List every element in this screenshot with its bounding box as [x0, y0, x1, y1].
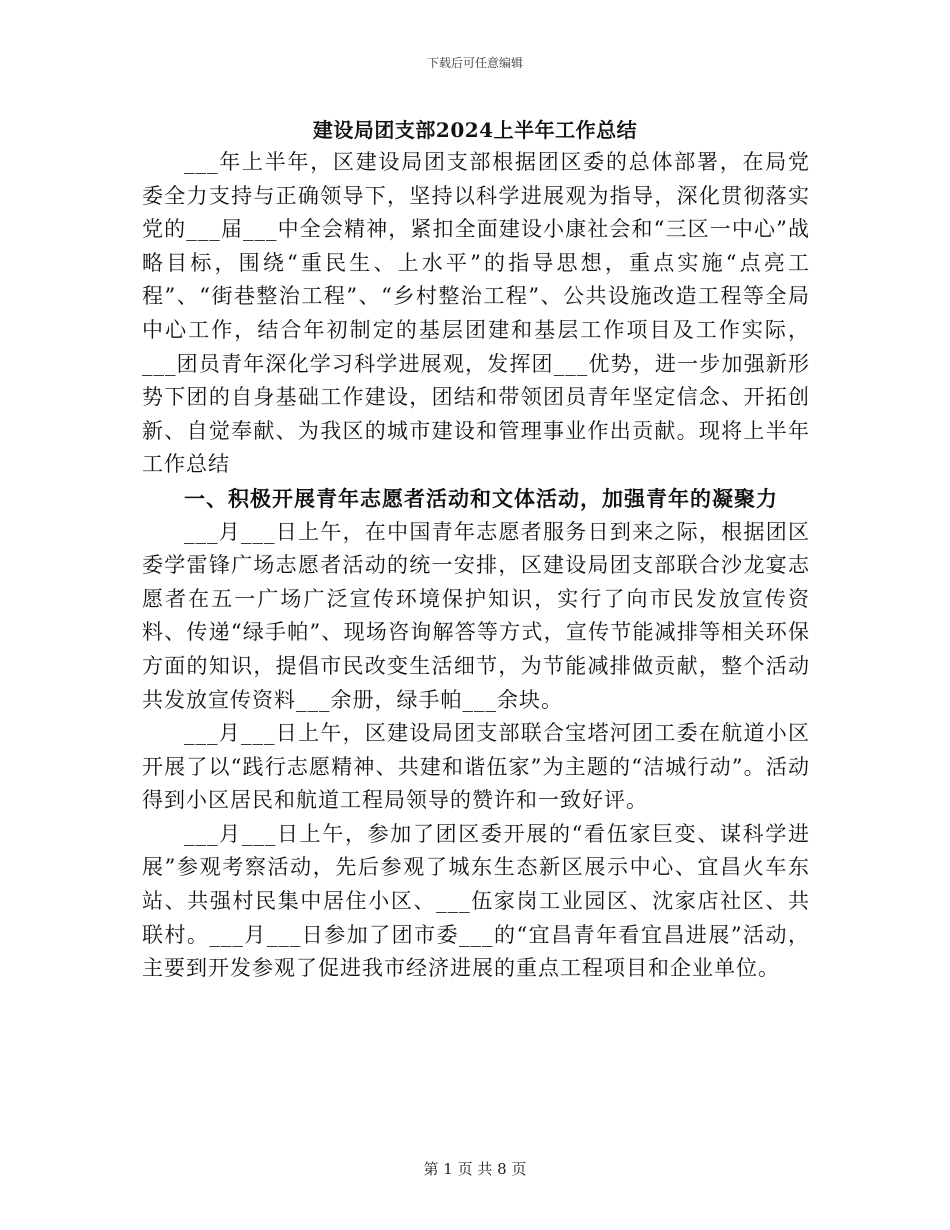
document-title: 建设局团支部2024上半年工作总结: [312, 118, 638, 142]
body-paragraph: ___月___日上午，参加了团区委开展的“看伍家巨变、谋科学进展”参观考察活动，先后参观了城东生态新区展示中心、宜昌火车东站、共强村民集中居住小区、___伍家岗工业园区、沈家店社区、共联村。___月___日参加了团市委___的“宜昌青年看宜昌进展”活动，主要到开发参观了促进我市经济进展的重点工程项目和企业单位。: [142, 821, 810, 981]
document-body: [142, 146, 810, 986]
header-note: 下载后可任意编辑: [426, 56, 523, 70]
intro-paragraph: ___年上半年，区建设局团支部根据团区委的总体部署，在局党委全力支持与正确领导下，坚持以科学进展观为指导，深化贯彻落实党的___届___中全会精神，紧扣全面建设小康社会和“三区一中心”战略目标，围绕“重民生、上水平”的指导思想，重点实施“点亮工程”、“街巷整治工程”、“乡村整治工程”、公共设施改造工程等全局中心工作，结合年初制定的基层团建和基层工作项目及工作实际，___团员青年深化学习科学进展观，发挥团___优势，进一步加强新形势下团的自身基础工作建设，团结和带领团员青年坚定信念、开拓创新、自觉奉献、为我区的城市建设和管理事业作出贡献。现将上半年工作总结: [142, 150, 810, 477]
page-footer: 第 1 页 共 8 页: [423, 1160, 527, 1178]
section-heading-1: 一、积极开展青年志愿者活动和文体活动，加强青年的凝聚力: [184, 485, 778, 511]
body-paragraph: ___月___日上午，区建设局团支部联合宝塔河团工委在航道小区开展了以“践行志愿精神、共建和谐伍家”为主题的“洁城行动”。活动得到小区居民和航道工程局领导的赞许和一致好评。: [142, 721, 810, 813]
body-paragraph: ___月___日上午，在中国青年志愿者服务日到来之际，根据团区委学雷锋广场志愿者活动的统一安排，区建设局团支部联合沙龙宴志愿者在五一广场广泛宣传环境保护知识，实行了向市民发放宣传资料、传递“绿手帕”、现场咨询解答等方式，宣传节能减排等相关环保方面的知识，提倡市民改变生活细节，为节能减排做贡献，整个活动共发放宣传资料___余册，绿手帕___余块。: [142, 519, 810, 712]
